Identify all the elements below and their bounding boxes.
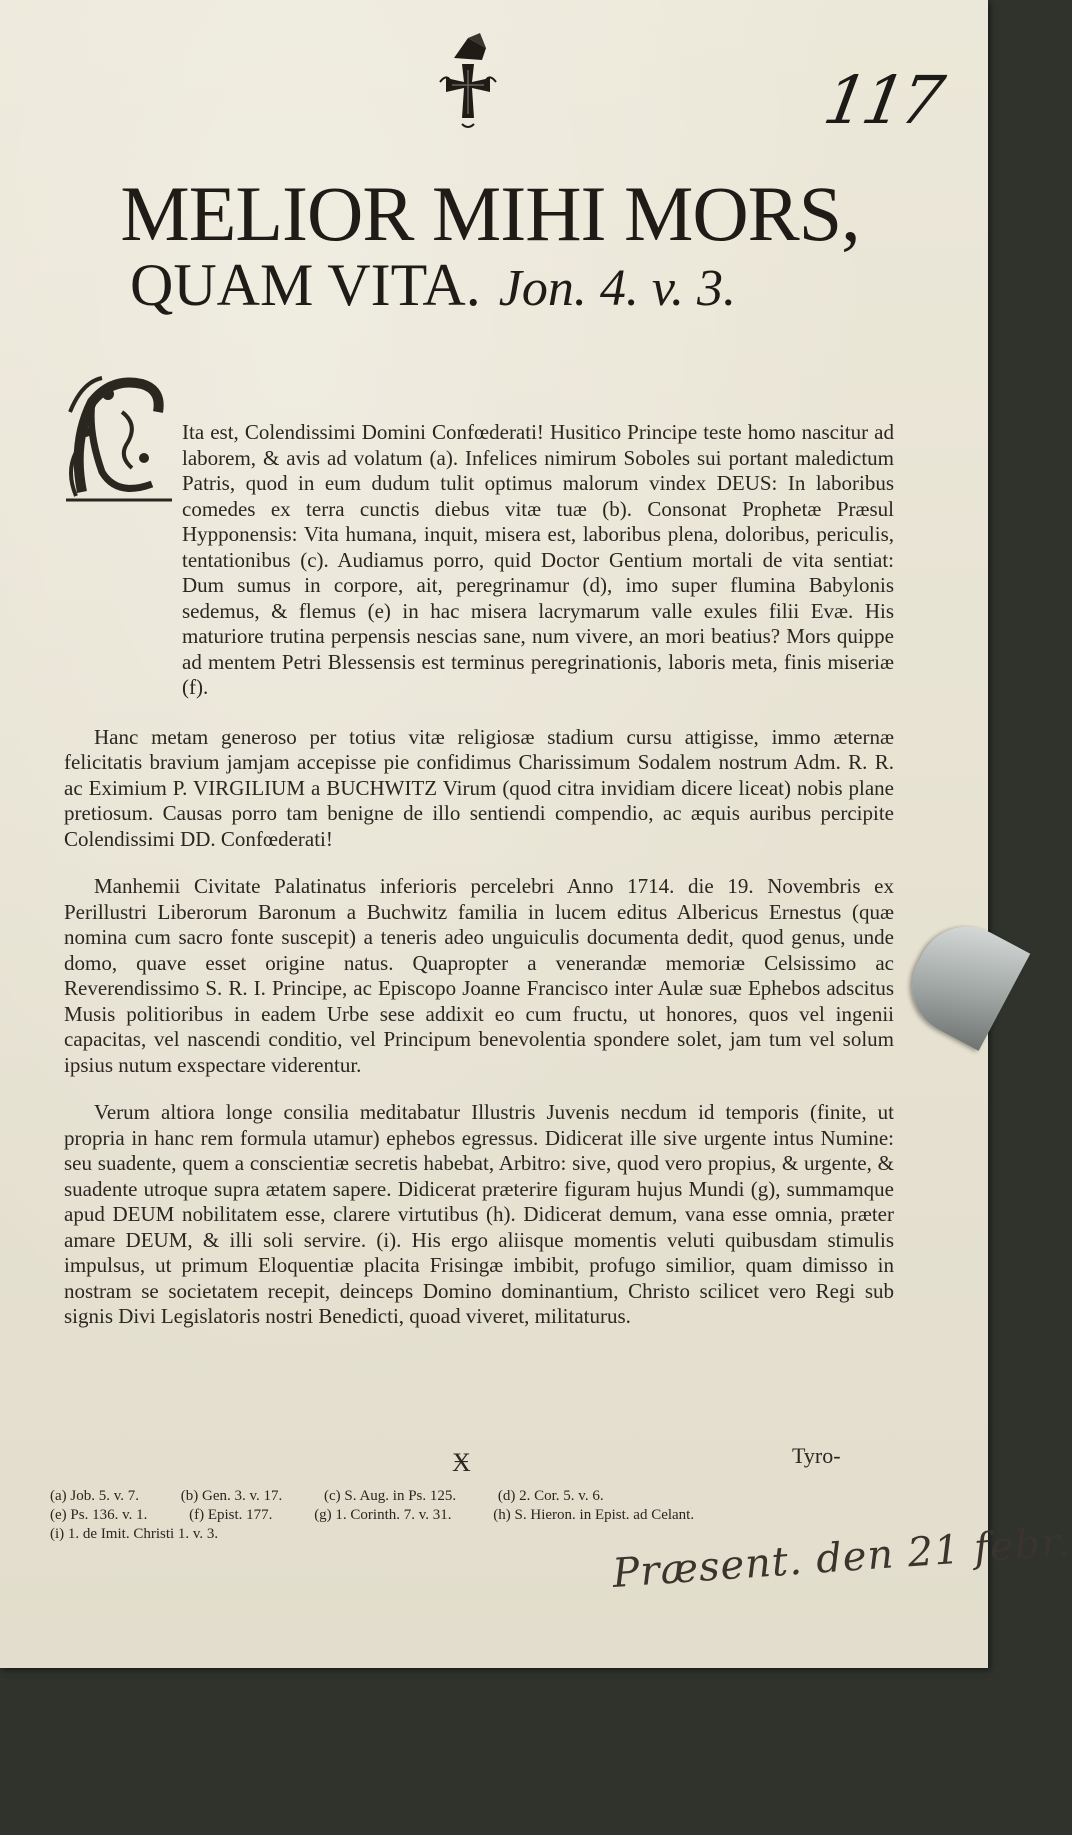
footnote: (d) 2. Cor. 5. v. 6. — [497, 1488, 604, 1504]
paragraph-3: Manhemii Civitate Palatinatus inferioris percelebri Anno 1714. die 19. Novembris ex Perillustri Liberorum Baronum a Buchwitz familia in lucem editus Albericus Ernestus (quæ nomina cum sacro fonte suscepit) a teneris adeo unguiculis documenta dedit, quod genus, unde domo, quave esset origine natus. Quapropter a venerandæ memoriæ Celsissimo ac Reverendissimo S. R. I. Principe, ac Episcopo Joanne Francisco inter Aulæ suæ Ephebos adscitus Musis politioribus in eadem Urbe sese addixit eo cum fructu, ut honores, quos vel ingenii capacitas, vel nascendi conditio, vel Principum benevolentia spondere solet, jam tum vel solum ipsius nutum exspectare viderentur. — [64, 874, 894, 1077]
cross-emblem-icon — [428, 30, 508, 135]
footnote: (f) Epist. 177. — [189, 1507, 273, 1523]
footnotes — [50, 1487, 890, 1544]
title-line-1: MELIOR MIHI MORS, — [120, 170, 860, 257]
title-text: QUAM VITA. — [130, 252, 481, 318]
paragraph-2: Hanc metam generoso per totius vitæ religiosæ stadium cursu attigisse, immo æternæ felicitatis bravium jamjam accepisse pie confidimus Charissimum Sodalem nostrum Adm. R. R. ac Eximium P. VIRGILIUM a BUCHWITZ Virum (quod citra invidiam dicere liceat) nobis plane pretiosum. Causas porro tam benigne de illo sentiendi compendio, ac æquis auribus percipite Colendissimi DD. Confœderati! — [64, 724, 894, 851]
page-number: 117 — [818, 62, 946, 139]
title-reference: Jon. 4. v. 3. — [498, 260, 737, 317]
handwritten-annotation: Præsent. den 21 febr. — [610, 1519, 1072, 1597]
section-divider: Ӿ — [452, 1448, 471, 1478]
footnote: (h) S. Hieron. in Epist. ad Celant. — [493, 1507, 695, 1523]
footnote: (g) 1. Corinth. 7. v. 31. — [314, 1507, 452, 1523]
paragraph-4: Verum altiora longe consilia meditabatur Illustris Juvenis necdum id temporis (finite, ut propria in hanc rem formula utamur) ephebos egressus. Didicerat ille sive urgente intus Numine: seu suadente, quem a conscientiæ secretis habebat, Arbitro: sive, quod vero propius, & urgente, & suadente utroque supra ætatem sapere. Didicerat præterire figuram hujus Mundi (g), summamque apud DEUM nobilitatem esse, clarere virtutibus (h). Didicerat demum, vana esse omnia, præter amare DEUM, & illi soli servire. (i). His ergo aliisque momentis veluti quibusdam stimulis impulsus, ut primum Eloquentiæ placita Frisingæ imbibit, profugo similior, quam dimisso in nostram se societatem recepit, deinceps Domino dominantium, Christo scilicet vero Regi sub signis Divi Legislatoris nostri Benedicti, quoad viveret, militaturus. — [64, 1100, 894, 1328]
catchword: Tyro- — [792, 1443, 841, 1468]
title-line-2 — [130, 250, 830, 324]
footnote: (a) Job. 5. v. 7. — [50, 1488, 140, 1504]
footnote: (c) S. Aug. in Ps. 125. — [324, 1488, 457, 1504]
body-text — [64, 420, 894, 1352]
paragraph-1: Ita est, Colendissimi Domini Confœderati! Husitico Principe teste homo nascitur ad laborem, & avis ad volatum (a). Infelices nimirum Soboles sui portant maledictum Patris, quod in eum dudum tulit optimus malorum vindex DEUS: In laboribus comedes ex terra cunctis diebus vitæ tuæ (b). Consonat Prophetæ Præsul Hypponensis: Vita humana, inquit, misera est, laboribus plena, doloribus, periculis, tentationibus (c). Audiamus porro, quid Doctor Gentium mortali de vita sentiat: Dum sumus in corpore, ait, peregrinamur (d), imo super flumina Babylonis sedemus, & flemus (e) in hac misera lacrymarum valle exules filii Evæ. His maturiore trutina perpensis nescias sane, num vivere, an mori beatius? Mors quippe ad mentem Petri Blessensis est terminus peregrinationis, laboris meta, finis miseriæ (f). — [182, 420, 894, 699]
footnote: (e) Ps. 136. v. 1. — [50, 1507, 148, 1523]
footnote: (i) 1. de Imit. Christi 1. v. 3. — [50, 1526, 219, 1542]
footnote: (b) Gen. 3. v. 17. — [180, 1488, 283, 1504]
